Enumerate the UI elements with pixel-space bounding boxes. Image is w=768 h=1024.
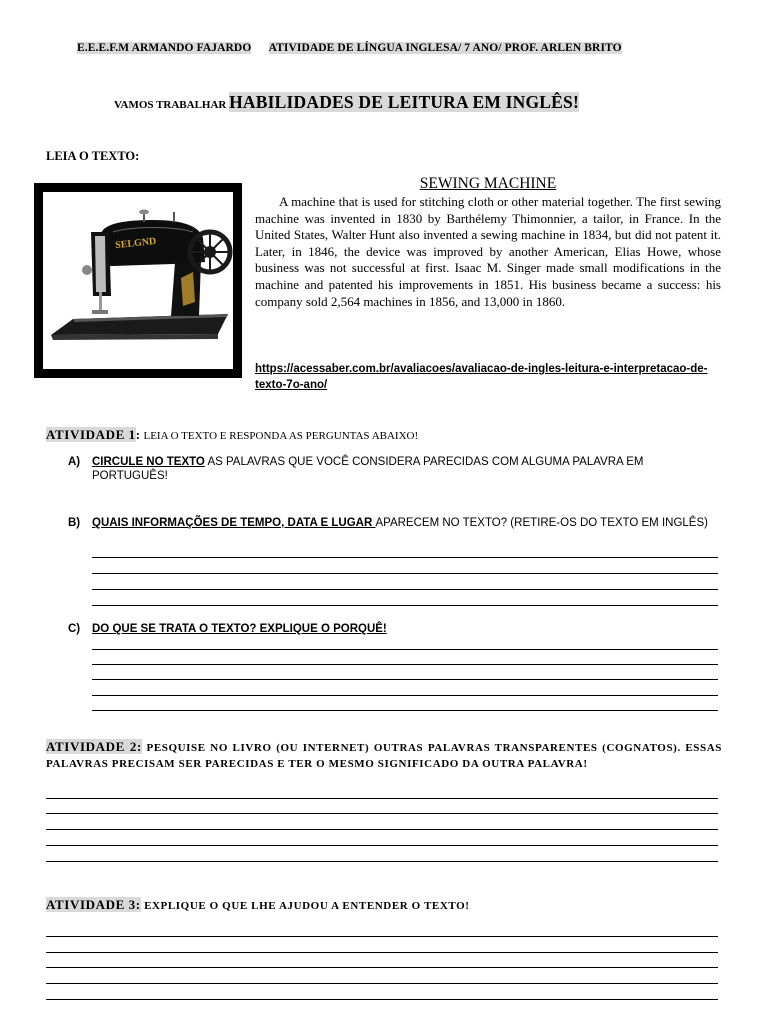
page-title: HABILIDADES DE LEITURA EM INGLÊS! — [229, 92, 580, 112]
atividade-1 — [46, 427, 418, 443]
question-a-emph: CIRCULE NO TEXTO — [92, 456, 205, 468]
question-c — [68, 622, 722, 636]
question-a-text: AS PALAVRAS QUE VOCÊ CONSIDERA PARECIDAS COM ALGUMA PALAVRA EM PORTUGUÊS! — [92, 456, 644, 482]
subtitle-prefix: VAMOS TRABALHAR — [114, 99, 230, 111]
answer-line-2-2[interactable] — [46, 813, 718, 814]
atividade-2 — [46, 739, 722, 772]
machine-logo: SELGND — [114, 235, 157, 252]
answer-line-3-3[interactable] — [46, 967, 718, 968]
question-b-text: APARECEM NO TEXTO? (RETIRE-OS DO TEXTO EM INGLÊS) — [375, 517, 708, 529]
answer-line-3-5[interactable] — [46, 999, 718, 1000]
source-link[interactable]: https://acessaber.com.br/avaliacoes/avaliacao-de-ingles-leitura-e-interpretacao-de-texto-7o-ano/ — [255, 363, 708, 391]
question-b-emph: QUAIS INFORMAÇÕES DE TEMPO, DATA E LUGAR — [92, 517, 376, 529]
atividade-1-label: ATIVIDADE 1 — [46, 427, 136, 442]
worksheet-header — [77, 42, 622, 54]
answer-line-b4[interactable] — [92, 605, 718, 606]
answer-line-c4[interactable] — [92, 695, 718, 696]
answer-line-3-2[interactable] — [46, 952, 718, 953]
sewing-machine-icon — [43, 192, 233, 369]
question-b — [68, 516, 722, 530]
atividade-1-colon: : — [135, 427, 141, 442]
answer-line-c5[interactable] — [92, 710, 718, 711]
article-title: SEWING MACHINE — [419, 175, 557, 192]
question-b-letter: B) — [68, 517, 81, 529]
atividade-3 — [46, 897, 470, 913]
atividade-3-text: EXPLIQUE O QUE LHE AJUDOU A ENTENDER O TEXTO! — [140, 900, 470, 912]
atividade-3-label: ATIVIDADE 3: — [46, 897, 141, 912]
question-c-emph: DO QUE SE TRATA O TEXTO? EXPLIQUE O PORQUÊ! — [92, 623, 387, 635]
answer-line-c1[interactable] — [92, 649, 718, 650]
answer-line-2-3[interactable] — [46, 829, 718, 830]
answer-line-2-5[interactable] — [46, 861, 718, 862]
answer-line-3-1[interactable] — [46, 936, 718, 937]
atividade-2-label: ATIVIDADE 2: — [46, 739, 142, 754]
atividade-2-text: PESQUISE NO LIVRO (OU INTERNET) OUTRAS PALAVRAS TRANSPARENTES (COGNATOS). ESSAS PALAVRAS PRECISAM SER PARECIDAS E TER O MESMO SIGNIFICADO DA OUTRA PALAVRA! — [46, 742, 722, 770]
answer-line-b1[interactable] — [92, 557, 718, 558]
answer-line-2-4[interactable] — [46, 845, 718, 846]
answer-line-c3[interactable] — [92, 679, 718, 680]
page-subtitle — [114, 92, 579, 113]
atividade-1-text: LEIA O TEXTO E RESPONDA AS PERGUNTAS ABAIXO! — [140, 430, 419, 442]
question-a-letter: A) — [68, 456, 81, 468]
leia-o-texto-label: LEIA O TEXTO: — [46, 149, 140, 163]
answer-line-2-1[interactable] — [46, 798, 718, 799]
answer-line-3-4[interactable] — [46, 983, 718, 984]
sewing-machine-photo — [34, 183, 242, 378]
school-name: E.E.E.F.M ARMANDO FAJARDO — [77, 42, 252, 54]
answer-line-b2[interactable] — [92, 573, 718, 574]
answer-line-c2[interactable] — [92, 664, 718, 665]
answer-line-b3[interactable] — [92, 589, 718, 590]
question-a — [68, 455, 722, 483]
activity-info: ATIVIDADE DE LÍNGUA INGLESA/ 7 ANO/ PROF. ARLEN BRITO — [268, 42, 622, 54]
article-body: A machine that is used for stitching cloth or other material together. The first sewing machine was invented in 1830 by Barthélemy Thimonnier, a tailor, in France. In the United States, Walter Hunt also invented a sewing machine in 1834, but did not patent it. Later, in 1846, the device was improved by another American, Elias Howe, whose business was not successful at first. Isaac M. Singer made small modifications in the machine and patented his improvements in 1851. His business became a success: his company sold 2,564 machines in 1856, and 13,000 in 1860. — [255, 194, 721, 309]
question-c-letter: C) — [68, 623, 81, 635]
